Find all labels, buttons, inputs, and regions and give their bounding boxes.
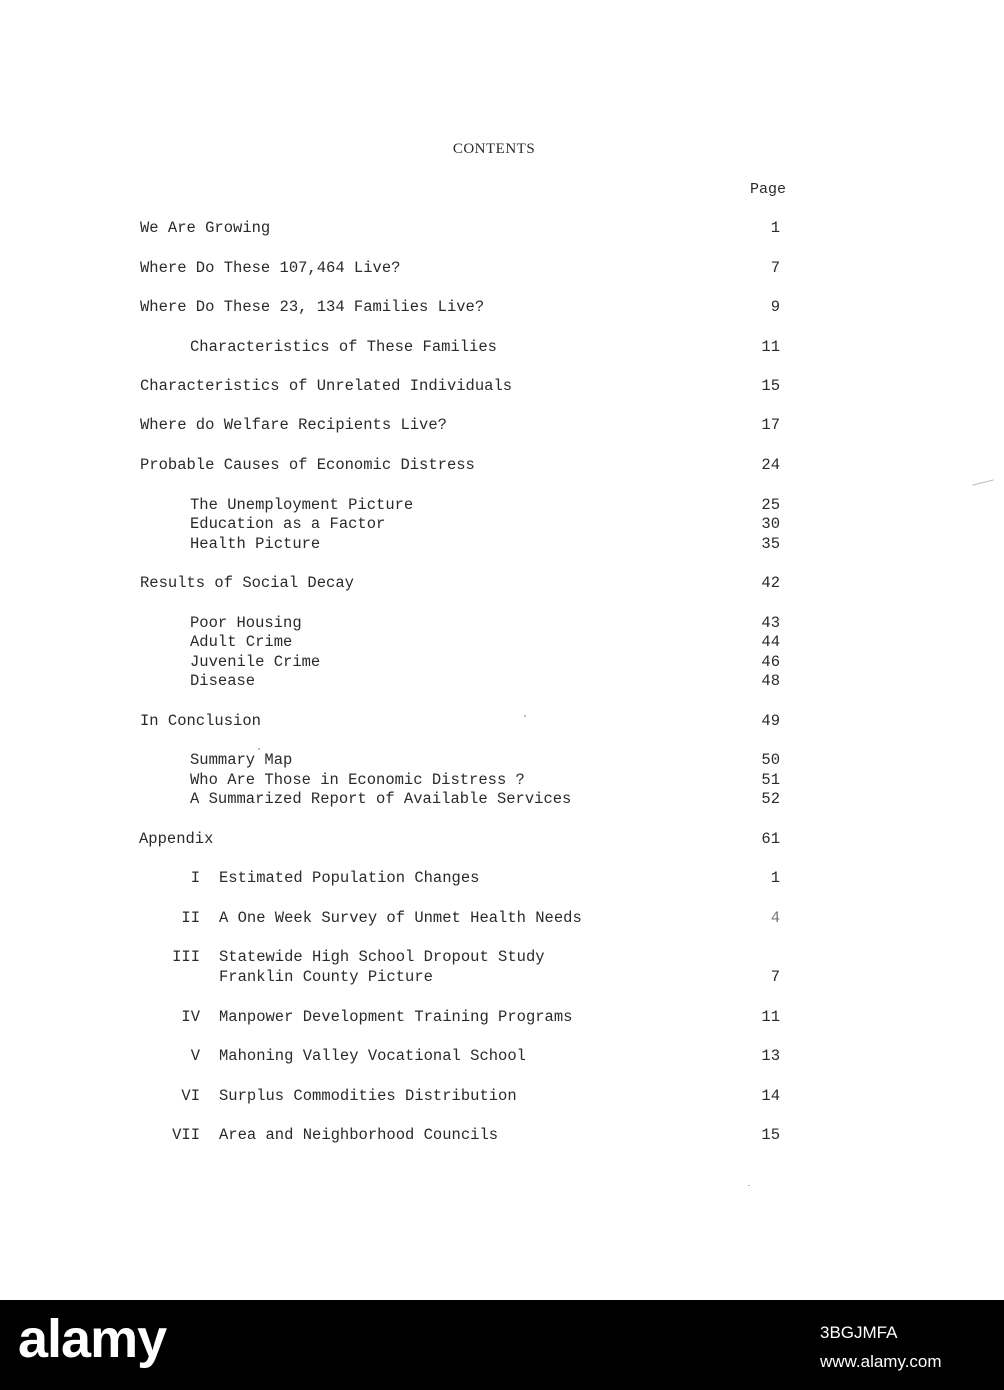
alamy-url: www.alamy.com — [820, 1352, 942, 1371]
toc-subentry: Who Are Those in Economic Distress ? — [190, 771, 525, 789]
toc-page-number: 49 — [761, 712, 780, 730]
appendix-entry: Mahoning Valley Vocational School — [219, 1047, 526, 1065]
toc-subentry: A Summarized Report of Available Services — [190, 790, 572, 808]
toc-page-number: 15 — [761, 377, 780, 395]
toc-page-number: 4 — [770, 909, 780, 927]
toc-entry: Results of Social Decay — [140, 574, 354, 592]
toc-entry: Appendix — [139, 830, 214, 848]
toc-entry: In Conclusion — [140, 712, 261, 730]
toc-page-number: 1 — [770, 219, 780, 237]
toc-subentry: Poor Housing — [190, 614, 302, 632]
toc-entry: Where do Welfare Recipients Live? — [140, 416, 447, 434]
toc-entry: Probable Causes of Economic Distress — [140, 456, 475, 474]
toc-subentry: Summary Map — [190, 751, 293, 769]
toc-page-number: 30 — [761, 515, 780, 533]
paper-speck — [748, 1185, 750, 1186]
page-column-header: Page — [750, 181, 787, 198]
paper-speck — [258, 748, 260, 750]
toc-subentry: Education as a Factor — [190, 515, 386, 533]
toc-entry: Characteristics of Unrelated Individuals — [140, 377, 513, 395]
toc-page-number: 42 — [761, 574, 780, 592]
alamy-logo: alamy — [18, 1309, 167, 1369]
appendix-numeral: II — [181, 909, 200, 927]
appendix-numeral: V — [190, 1047, 200, 1065]
toc-subentry: Juvenile Crime — [190, 653, 321, 671]
toc-page-number: 25 — [761, 496, 780, 514]
appendix-entry: Surplus Commodities Distribution — [219, 1087, 517, 1105]
toc-page-number: 15 — [761, 1126, 780, 1144]
appendix-entry: Area and Neighborhood Councils — [219, 1126, 499, 1144]
appendix-numeral: VII — [172, 1126, 200, 1144]
toc-entry: Where Do These 107,464 Live? — [140, 259, 401, 277]
toc-entry: We Are Growing — [140, 219, 271, 237]
toc-page-number: 17 — [761, 416, 780, 434]
appendix-entry: Statewide High School Dropout Study — [219, 948, 545, 966]
appendix-numeral: III — [172, 948, 200, 966]
image-id: 3BGJMFA — [820, 1323, 898, 1342]
page-title: CONTENTS — [452, 141, 536, 157]
toc-page-number: 44 — [761, 633, 780, 651]
paper-scratch — [972, 479, 994, 485]
toc-subentry: Disease — [190, 672, 256, 690]
appendix-numeral: IV — [181, 1008, 200, 1026]
toc-entry: Where Do These 23, 134 Families Live? — [140, 298, 485, 316]
toc-page-number: 13 — [761, 1047, 780, 1065]
toc-page-number: 35 — [761, 535, 780, 553]
toc-page-number: 61 — [761, 830, 780, 848]
toc-page-number: 24 — [761, 456, 780, 474]
appendix-entry: Estimated Population Changes — [219, 869, 480, 887]
toc-subentry: Adult Crime — [190, 633, 293, 651]
toc-page-number: 11 — [761, 338, 780, 356]
paper-speck — [524, 715, 526, 717]
toc-page-number: 7 — [770, 968, 780, 986]
toc-subentry: The Unemployment Picture — [190, 496, 414, 514]
toc-page-number: 14 — [761, 1087, 780, 1105]
appendix-entry-continued: Franklin County Picture — [219, 968, 433, 986]
appendix-numeral: I — [190, 869, 200, 887]
toc-page-number: 48 — [761, 672, 780, 690]
toc-page-number: 51 — [761, 771, 780, 789]
toc-page-number: 46 — [761, 653, 780, 671]
toc-page-number: 7 — [770, 259, 780, 277]
toc-page-number: 1 — [770, 869, 780, 887]
toc-page-number: 43 — [761, 614, 780, 632]
toc-page-number: 50 — [761, 751, 780, 769]
appendix-numeral: VI — [181, 1087, 200, 1105]
toc-subentry: Characteristics of These Families — [190, 338, 497, 356]
toc-page-number: 9 — [770, 298, 780, 316]
toc-page-number: 11 — [761, 1008, 780, 1026]
toc-page-number: 52 — [761, 790, 780, 808]
appendix-entry: Manpower Development Training Programs — [219, 1008, 573, 1026]
toc-subentry: Health Picture — [190, 535, 321, 553]
appendix-entry: A One Week Survey of Unmet Health Needs — [219, 909, 582, 927]
